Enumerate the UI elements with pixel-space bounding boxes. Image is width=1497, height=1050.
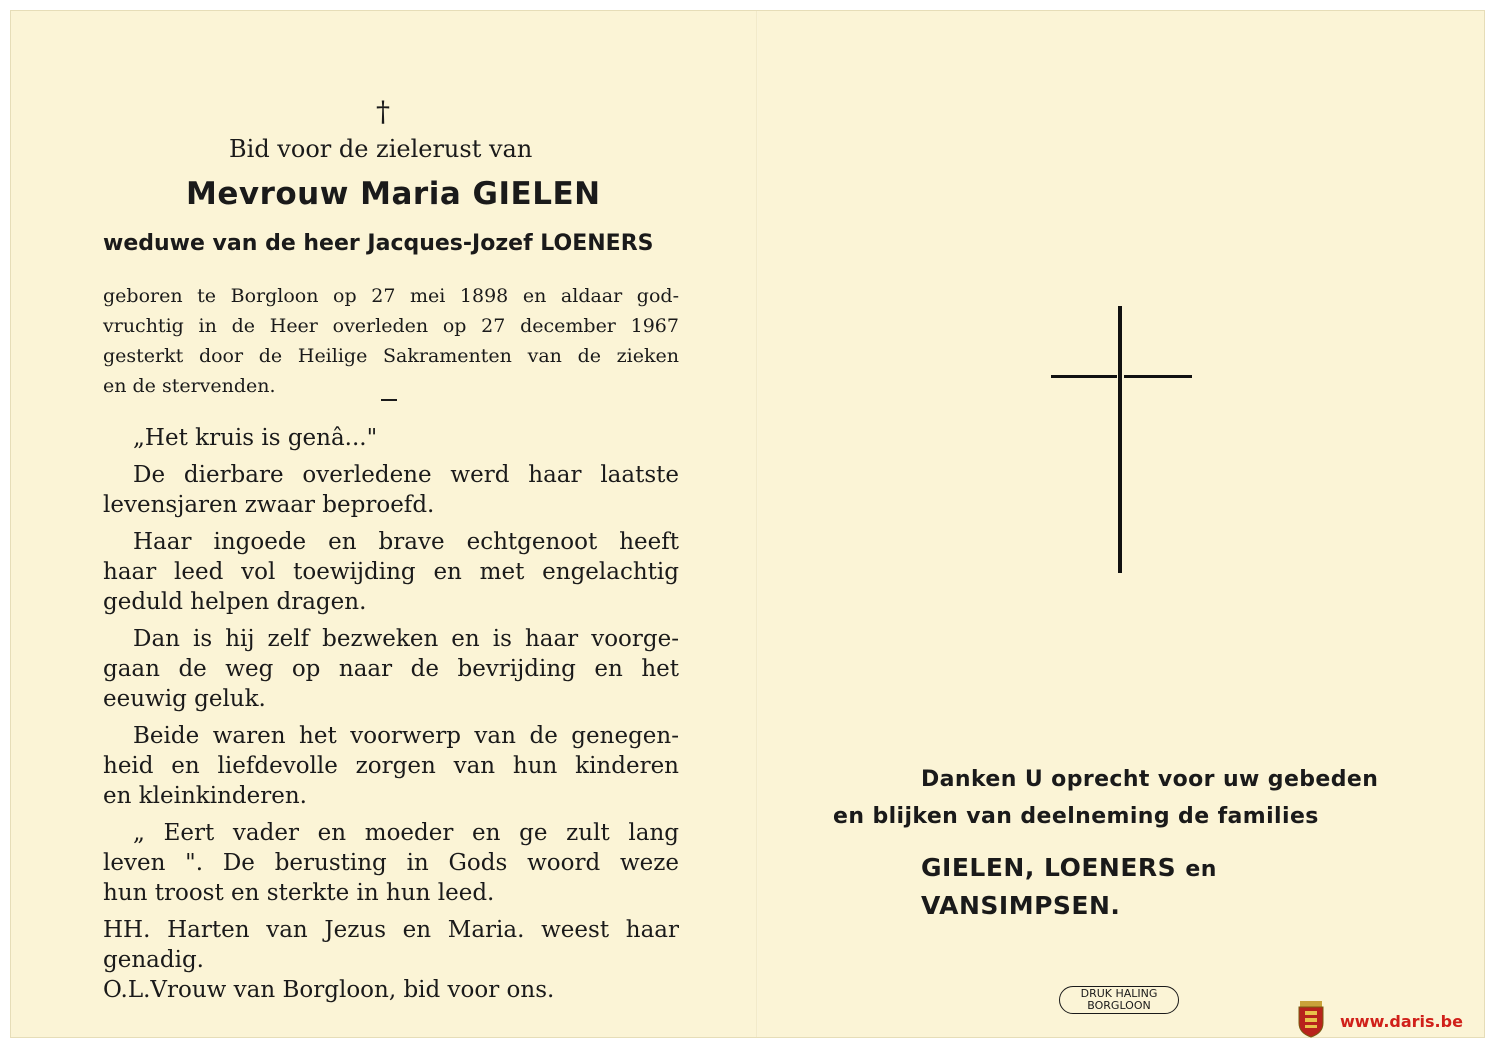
birth-line: gesterkt door de Heilige Sakramenten van de zieken	[103, 345, 679, 367]
card-fold	[756, 11, 758, 1037]
coat-of-arms-icon	[1296, 999, 1326, 1039]
text-line: De dierbare overledene werd haar laatste	[133, 462, 679, 488]
thanks-line-1: Danken U oprecht voor uw gebeden	[921, 767, 1379, 792]
small-cross-icon: †	[376, 95, 390, 128]
closing-prayer	[103, 915, 679, 1005]
paragraph	[103, 721, 679, 811]
text-line: heid en liefdevolle zorgen van hun kinderen	[103, 753, 679, 779]
deceased-name: Mevrouw Maria GIELEN	[186, 176, 601, 212]
text-line: levensjaren zwaar beproefd.	[103, 492, 435, 518]
printer-town: BORGLOON	[1087, 999, 1151, 1012]
paragraph	[103, 818, 679, 908]
text-line: gaan de weg op naar de bevrijding en het	[103, 656, 679, 682]
separator-dash	[381, 399, 397, 401]
printer-name: DRUK HALING	[1080, 987, 1158, 1000]
text-line: Dan is hij zelf bezweken en is haar voorge-	[133, 626, 679, 652]
prayer-intro: Bid voor de zielerust van	[229, 135, 533, 163]
text-line: leven ". De berusting in Gods woord weze	[103, 850, 679, 876]
watermark-link[interactable]: www.daris.be	[1340, 1012, 1463, 1031]
printer-mark	[1059, 986, 1179, 1014]
text-line: „Het kruis is genâ..."	[133, 425, 378, 451]
birth-death-info	[103, 281, 679, 401]
text-line: haar leed vol toewijding en met engelachtig	[103, 559, 679, 585]
text-line: O.L.Vrouw van Borgloon, bid voor ons.	[103, 977, 555, 1003]
text-line: eeuwig geluk.	[103, 686, 266, 712]
paragraph	[103, 527, 679, 617]
text-line: hun troost en sterkte in hun leed.	[103, 880, 495, 906]
families-line-2: VANSIMPSEN.	[921, 891, 1121, 920]
families-names: GIELEN, LOENERS	[921, 853, 1177, 882]
families-line-1	[921, 853, 1217, 882]
spouse-line: weduwe van de heer Jacques-Jozef LOENERS	[103, 231, 654, 256]
thanks-line-2: en blijken van deelneming de families	[833, 804, 1319, 829]
cross-left-arm	[1051, 375, 1117, 378]
birth-line: en de stervenden.	[103, 375, 276, 397]
text-line: Haar ingoede en brave echtgenoot heeft	[133, 529, 679, 555]
birth-line: vruchtig in de Heer overleden op 27 december 1967	[103, 315, 679, 337]
text-line: „ Eert vader en moeder en ge zult lang	[133, 820, 679, 846]
paragraph	[103, 624, 679, 714]
memorial-text	[103, 423, 679, 1005]
cross-right-arm	[1124, 375, 1192, 378]
text-line: genadig.	[103, 947, 204, 973]
families-conjunction: en	[1185, 857, 1217, 882]
text-line: Beide waren het voorwerp van de genegen-	[133, 723, 679, 749]
memorial-card	[10, 10, 1485, 1038]
paragraph	[103, 460, 679, 520]
text-line: geduld helpen dragen.	[103, 589, 367, 615]
text-line: HH. Harten van Jezus en Maria. weest haar	[103, 917, 679, 943]
cross-vertical-bar	[1118, 306, 1122, 573]
text-line: en kleinkinderen.	[103, 783, 307, 809]
paragraph	[103, 423, 679, 453]
birth-line: geboren te Borgloon op 27 mei 1898 en aldaar god-	[103, 285, 679, 307]
